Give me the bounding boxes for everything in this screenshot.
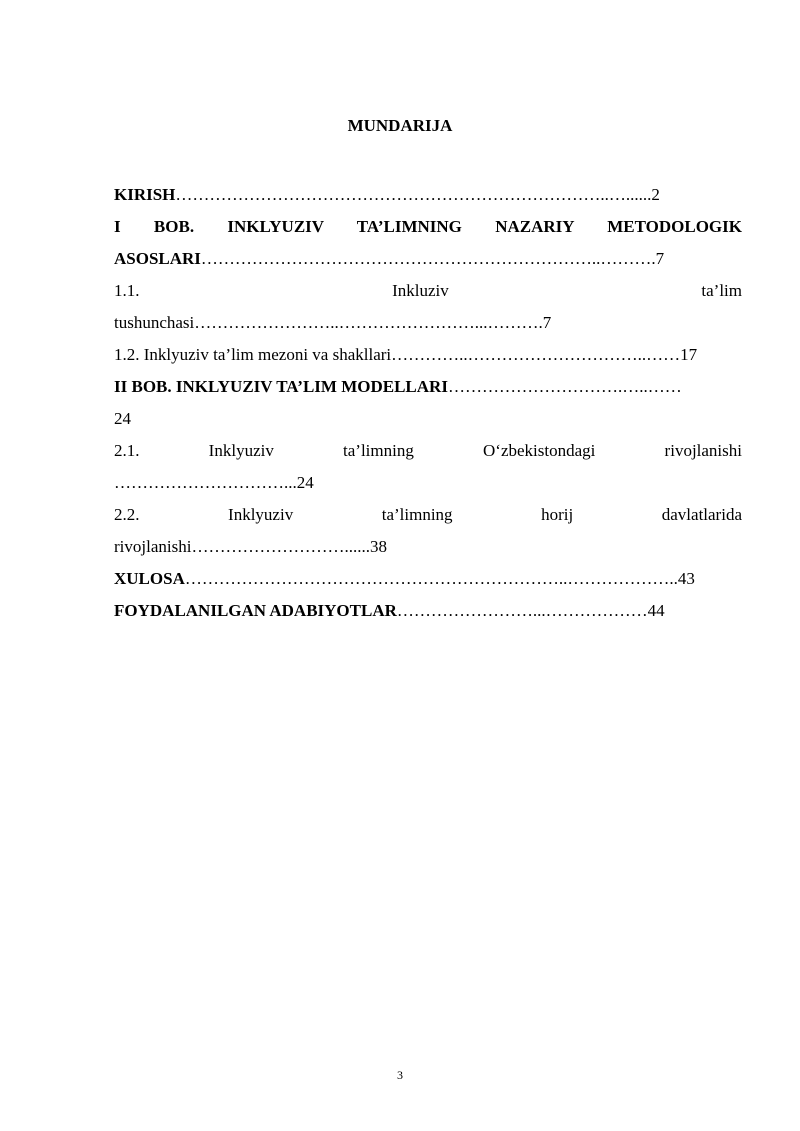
toc-entry-leader: ……………………………………………………………..……….7 — [200, 249, 665, 268]
toc-entry-title: 1.2. Inklyuziv ta’lim mezoni va shakllari — [114, 345, 392, 364]
toc-entry-leader: …………………………...24 — [114, 473, 314, 492]
toc-entry-title: rivojlanishi — [114, 537, 192, 556]
toc-entry-2-1-line-1: 2.1. Inklyuziv ta’limning O‘zbekistondagi rivojlanishi — [114, 441, 742, 460]
toc-entry-title: ASOSLARI — [114, 249, 201, 268]
toc-entry-title: II BOB. INKLYUZIV TA’LIM MODELLARI — [114, 377, 448, 396]
toc-entry-leader: …………………………………………………………………..…......2 — [175, 185, 660, 204]
toc-entry-leader: …………..…………………………..……17 — [391, 345, 698, 364]
toc-entry-leader: …………………………………………………………..………………..43 — [184, 569, 695, 588]
toc-entry-title: XULOSA — [114, 569, 185, 588]
toc-title: MUNDARIJA — [347, 116, 453, 135]
table-of-contents — [114, 179, 742, 627]
toc-entry-leader: ………………………….…..…… — [447, 377, 682, 396]
toc-entry-2-1-line-2 — [114, 467, 742, 499]
toc-entry-xulosa — [114, 563, 742, 595]
toc-entry-2-2-line-1: 2.2. Inklyuziv ta’limning horij davlatlarida — [114, 505, 742, 524]
toc-entry-title: KIRISH — [114, 185, 176, 204]
toc-entry-chapter-2 — [114, 371, 742, 403]
toc-entry-1-1-line-1: 1.1. Inkluziv ta’lim — [114, 281, 742, 300]
toc-entry-chapter-1-line-1: I BOB. INKLYUZIV TA’LIMNING NAZARIY METODOLOGIK — [114, 217, 742, 236]
toc-entry-leader: ……………………...………………44 — [396, 601, 665, 620]
toc-entry-leader: ……………………..……………………...……….7 — [194, 313, 552, 332]
toc-entry-leader: ………………………......38 — [191, 537, 387, 556]
toc-entry-1-1-line-2 — [114, 307, 742, 339]
toc-entry-title: tushunchasi — [114, 313, 195, 332]
toc-entry-references — [114, 595, 742, 627]
toc-entry-kirish — [114, 179, 742, 211]
toc-entry-1-2 — [114, 339, 742, 371]
toc-entry-2-2-line-2 — [114, 531, 742, 563]
page-number: 3 — [397, 1068, 403, 1082]
toc-entry-chapter-2-page: 24 — [114, 409, 131, 428]
toc-entry-chapter-1-line-2 — [114, 243, 742, 275]
toc-entry-title: FOYDALANILGAN ADABIYOTLAR — [114, 601, 397, 620]
